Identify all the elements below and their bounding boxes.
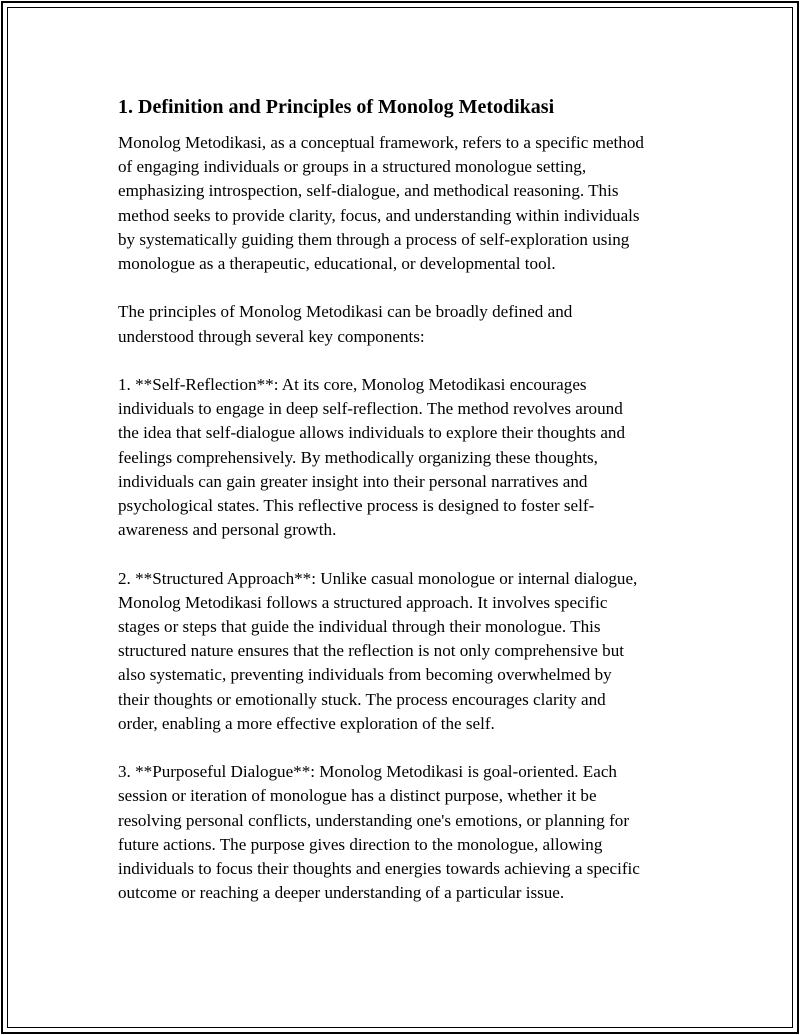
text-line: 3. **Purposeful Dialogue**: Monolog Metodikasi is goal-oriented. Each	[118, 762, 617, 782]
paragraph-purposeful-dialogue	[118, 760, 684, 905]
text-line: also systematic, preventing individuals from becoming overwhelmed by	[118, 665, 612, 685]
text-line: individuals to focus their thoughts and energies towards achieving a specific	[118, 859, 640, 879]
text-line: individuals can gain greater insight into their personal narratives and	[118, 471, 588, 491]
text-line: the idea that self-dialogue allows individuals to explore their thoughts and	[118, 423, 625, 443]
text-line: stages or steps that guide the individual through their monologue. This	[118, 617, 601, 637]
text-line: 1. **Self-Reflection**: At its core, Monolog Metodikasi encourages	[118, 375, 587, 394]
text-line: their thoughts or emotionally stuck. The process encourages clarity and	[118, 689, 606, 709]
text-line: understood through several key components:	[118, 326, 425, 346]
text-line: 2. **Structured Approach**: Unlike casual monologue or internal dialogue,	[118, 568, 638, 588]
text-line: emphasizing introspection, self-dialogue, and methodical reasoning. This	[118, 181, 619, 201]
paragraph-structured-approach	[118, 567, 684, 736]
text-line: monologue as a therapeutic, educational, or developmental tool.	[118, 254, 556, 274]
paragraph-definition	[118, 131, 684, 276]
text-line: feelings comprehensively. By methodically organizing these thoughts,	[118, 447, 598, 467]
text-line: outcome or reaching a deeper understanding of a particular issue.	[118, 883, 565, 903]
text-line: session or iteration of monologue has a distinct purpose, whether it be	[118, 786, 597, 806]
text-line: order, enabling a more effective exploration of the self.	[118, 713, 495, 733]
paragraph-self-reflection	[118, 373, 684, 542]
text-line: structured nature ensures that the reflection is not only comprehensive but	[118, 641, 625, 661]
section-heading: 1. Definition and Principles of Monolog Metodikasi	[118, 96, 555, 118]
text-line: Monolog Metodikasi, as a conceptual framework, refers to a specific method	[118, 133, 644, 152]
text-line: awareness and personal growth.	[118, 520, 337, 540]
text-line: individuals to engage in deep self-reflection. The method revolves around	[118, 399, 623, 419]
text-line: method seeks to provide clarity, focus, and understanding within individuals	[118, 205, 640, 225]
text-line: by systematically guiding them through a process of self-exploration using	[118, 229, 630, 249]
text-line: psychological states. This reflective process is designed to foster self-	[118, 496, 595, 516]
document-body	[118, 94, 684, 930]
paragraph-principles-intro	[118, 300, 684, 348]
text-line: resolving personal conflicts, understanding one's emotions, or planning for	[118, 810, 630, 830]
text-line: of engaging individuals or groups in a structured monologue setting,	[118, 157, 587, 177]
text-line: The principles of Monolog Metodikasi can be broadly defined and	[118, 302, 573, 322]
text-line: Monolog Metodikasi follows a structured approach. It involves specific	[118, 592, 608, 612]
text-line: future actions. The purpose gives direction to the monologue, allowing	[118, 834, 603, 854]
